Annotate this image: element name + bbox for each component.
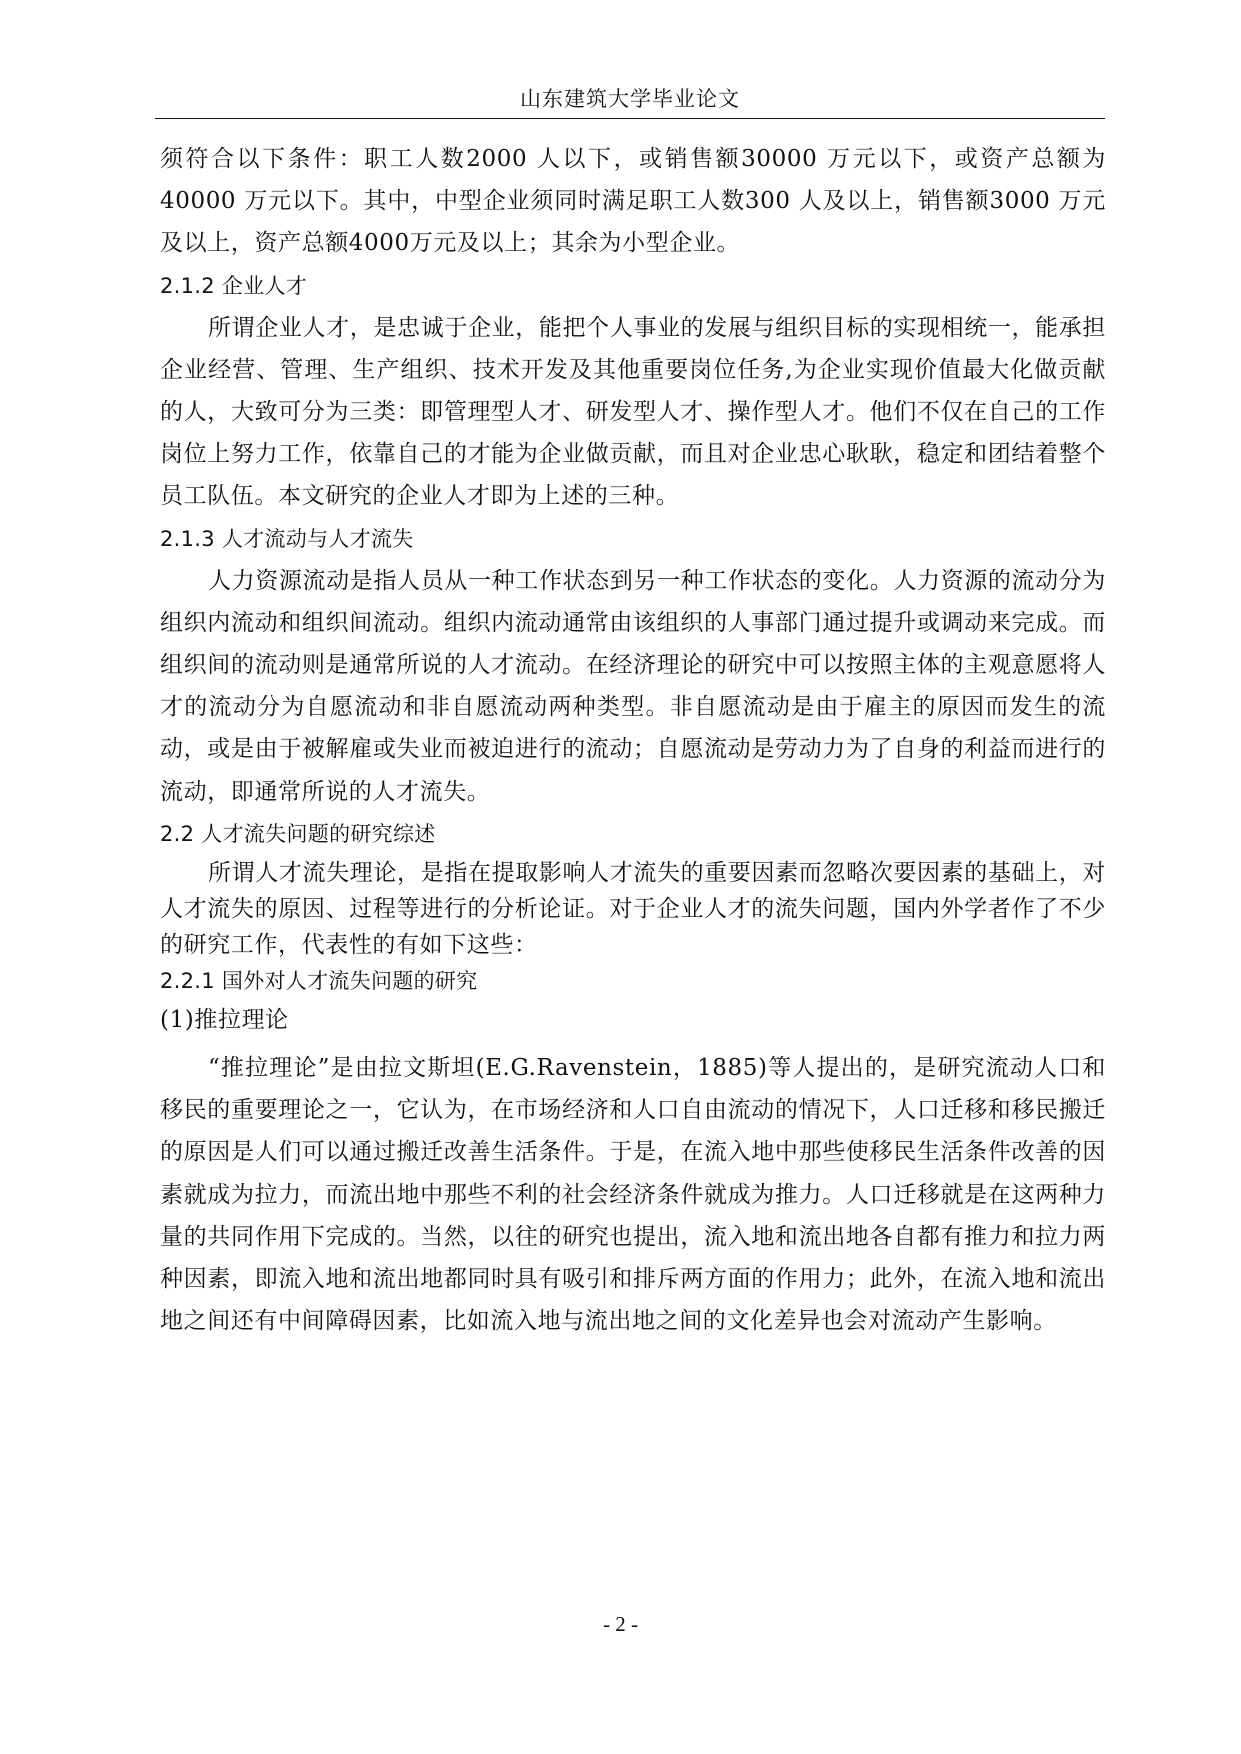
heading-2-2: 2.2 人才流失问题的研究综述 (160, 821, 436, 846)
paragraph-research-review: 所谓人才流失理论，是指在提取影响人才流失的重要因素而忽略次要因素的基础上，对人才流失的原因、过程等进行的分析论证。对于企业人才的流失问题，国内外学者作了不少的研究工作，代表性的有如下这些： (160, 859, 1106, 958)
page-body (160, 138, 1106, 1342)
list-item-push-pull: (1)推拉理论 (160, 1006, 289, 1033)
paragraph-talent-flow: 人力资源流动是指人员从一种工作状态到另一种工作状态的变化。人力资源的流动分为组织内流动和组织间流动。组织内流动通常由该组织的人事部门通过提升或调动来完成。而组织间的流动则是通常所说的人才流动。在经济理论的研究中可以按照主体的主观意愿将人才的流动分为自愿流动和非自愿流动两种类型。非自愿流动是由于雇主的原因而发生的流动，或是由于被解雇或失业而被迫进行的流动；自愿流动是劳动力为了自身的利益而进行的流动，即通常所说的人才流失。 (160, 567, 1106, 805)
running-header: 山东建筑大学毕业论文 (520, 87, 740, 111)
paragraph-enterprise-talent: 所谓企业人才，是忠诚于企业，能把个人事业的发展与组织目标的实现相统一，能承担企业经营、管理、生产组织、技术开发及其他重要岗位任务,为企业实现价值最大化做贡献的人，大致可分为三类：即管理型人才、研发型人才、操作型人才。他们不仅在自己的工作岗位上努力工作，依靠自己的才能为企业做贡献，而且对企业忠心耿耿，稳定和团结着整个员工队伍。本文研究的企业人才即为上述的三种。 (160, 314, 1106, 510)
paragraph-push-pull-theory: “推拉理论”是由拉文斯坦(E.G.Ravenstein，1885)等人提出的，是研究流动人口和移民的重要理论之一，它认为，在市场经济和人口自由流动的情况下，人口迁移和移民搬迁的原因是人们可以通过搬迁改善生活条件。于是，在流入地中那些使移民生活条件改善的因素就成为拉力，而流出地中那些不利的社会经济条件就成为推力。人口迁移就是在这两种力量的共同作用下完成的。当然，以往的研究也提出，流入地和流出地各自都有推力和拉力两种因素，即流入地和流出地都同时具有吸引和排斥两方面的作用力；此外，在流入地和流出地之间还有中间障碍因素，比如流入地与流出地之间的文化差异也会对流动产生影响。 (160, 1055, 1106, 1335)
heading-2-1-2: 2.1.2 企业人才 (160, 273, 308, 298)
page-number: - 2 - (603, 1612, 638, 1636)
heading-2-2-1: 2.2.1 国外对人才流失问题的研究 (160, 968, 478, 993)
header-rule (155, 118, 1105, 119)
heading-2-1-3: 2.1.3 人才流动与人才流失 (160, 526, 414, 551)
paragraph-intro: 须符合以下条件：职工人数2000 人以下，或销售额30000 万元以下，或资产总额为40000 万元以下。其中，中型企业须同时满足职工人数300 人及以上，销售额3000 万元及以上，资产总额4000万元及以上；其余为小型企业。 (160, 146, 1106, 257)
